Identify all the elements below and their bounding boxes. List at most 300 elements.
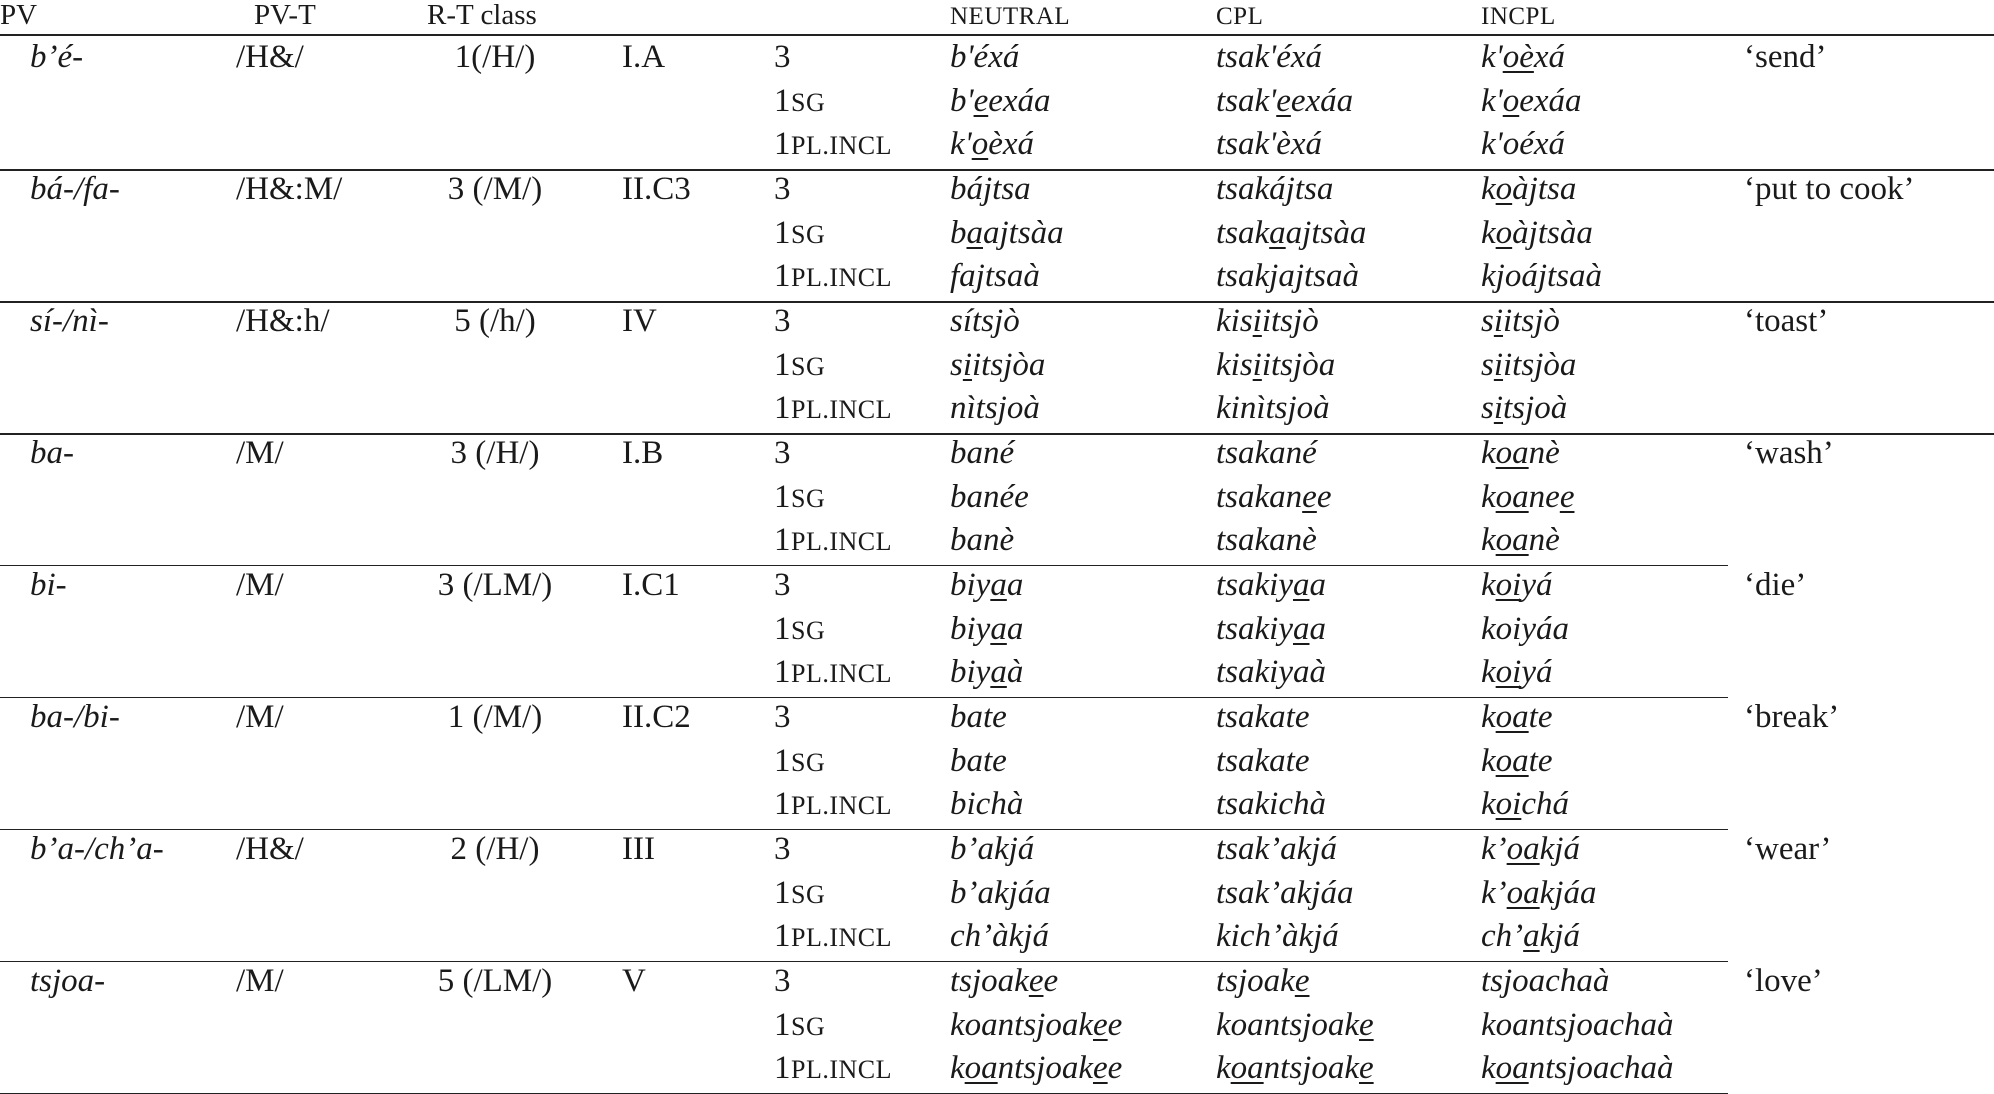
form-segment: tsak'éxá: [1216, 39, 1323, 75]
gloss-cell: ‘die’: [1744, 567, 1807, 603]
form-segment: sítsjò: [950, 303, 1020, 339]
form-segment: itsjòa: [1261, 346, 1336, 383]
form-segment: àjtsàa: [1512, 214, 1593, 251]
neutral-form: [950, 654, 1023, 690]
person-number: 1: [774, 214, 791, 251]
form-segment: a: [1006, 567, 1024, 603]
form-segment: itsjò: [1503, 303, 1560, 339]
form-segment: fajtsaà: [950, 258, 1040, 294]
neutral-form: [950, 522, 1014, 558]
cpl-form: [1216, 522, 1317, 558]
form-segment: chá: [1521, 786, 1569, 822]
incpl-form: [1481, 303, 1560, 339]
neutral-form: [950, 1050, 1122, 1086]
cpl-form: [1216, 39, 1322, 75]
underlined-segment: o: [1495, 171, 1513, 207]
person-number: 1: [774, 786, 791, 822]
cpl-form: [1216, 126, 1322, 162]
pv-t-cell: /H&/: [236, 39, 304, 75]
form-segment: te: [1528, 742, 1553, 779]
form-segment: k: [1481, 522, 1496, 558]
rt-class-cell: 3 (/M/): [447, 171, 543, 207]
underlined-segment: e: [1028, 963, 1044, 999]
underlined-segment: i: [962, 346, 973, 383]
person-label: 3: [774, 699, 791, 735]
neutral-form: [950, 347, 1045, 383]
form-segment: ch’àkjá: [950, 918, 1049, 954]
class-cell: II.C2: [622, 699, 691, 735]
form-segment: itsjòa: [1503, 346, 1577, 383]
form-segment: k: [1481, 171, 1496, 207]
pv-t-cell: /M/: [236, 699, 284, 735]
person-features: SG: [791, 87, 826, 117]
form-segment: k: [1481, 742, 1496, 779]
gloss-cell: ‘wear’: [1744, 831, 1832, 867]
form-segment: exáa: [1290, 82, 1354, 119]
underlined-segment: oè: [1502, 39, 1534, 75]
neutral-form: [950, 126, 1034, 162]
form-segment: e: [1107, 1050, 1123, 1086]
neutral-form: [950, 435, 1014, 471]
cpl-form: [1216, 390, 1330, 426]
form-segment: ajtsàa: [1285, 214, 1367, 251]
form-segment: bate: [950, 699, 1007, 735]
gloss-cell: ‘send’: [1744, 39, 1827, 75]
rt-class-cell: 5 (/h/): [454, 303, 536, 339]
underlined-segment: i: [1252, 346, 1262, 383]
person-features: PL.INCL: [791, 659, 892, 688]
neutral-form: [950, 171, 1031, 207]
form-segment: tsakiyaà: [1216, 654, 1326, 690]
pv-cell: bá-/fa-: [30, 171, 120, 207]
row-separator: [0, 565, 1728, 566]
cpl-form: [1216, 567, 1326, 603]
pv-t-cell: /M/: [236, 435, 284, 471]
person-features: PL.INCL: [791, 131, 892, 160]
person-label: [774, 390, 892, 428]
form-segment: k: [1481, 786, 1496, 822]
pv-t-cell: /H&/: [236, 831, 304, 867]
form-segment: ntsjoak: [1263, 1050, 1359, 1086]
form-segment: bichà: [950, 786, 1024, 822]
person-features: SG: [791, 615, 826, 645]
cpl-form: [1216, 83, 1353, 119]
person-label: [774, 786, 892, 824]
cpl-form: [1216, 258, 1359, 294]
neutral-form: [950, 611, 1023, 647]
form-segment: tsakiy: [1216, 567, 1293, 603]
person-label: [774, 126, 892, 164]
pv-t-cell: /M/: [236, 567, 284, 603]
pv-cell: b’é-: [30, 39, 84, 75]
form-segment: b'éxá: [950, 39, 1020, 75]
person-number: 1: [774, 874, 791, 911]
header-cpl: CPL: [1216, 3, 1264, 30]
incpl-form: [1481, 699, 1552, 735]
person-number: 1: [774, 742, 791, 779]
rt-class-cell: 5 (/LM/): [437, 963, 553, 999]
incpl-form: [1481, 215, 1593, 251]
gloss-cell: ‘wash’: [1744, 435, 1834, 471]
cpl-form: [1216, 347, 1335, 383]
neutral-form: [950, 918, 1049, 954]
incpl-form: [1481, 522, 1560, 558]
person-features: SG: [791, 1011, 826, 1041]
pv-cell: tsjoa-: [30, 963, 106, 999]
incpl-form: [1481, 654, 1552, 690]
form-segment: tsakanè: [1216, 522, 1317, 558]
person-label: [774, 654, 892, 692]
person-label: [774, 875, 825, 913]
form-segment: kis: [1216, 346, 1253, 383]
neutral-form: [950, 215, 1064, 251]
cpl-form: [1216, 654, 1326, 690]
underlined-segment: oa: [964, 1050, 998, 1086]
cpl-form: [1216, 611, 1326, 647]
pv-t-cell: /M/: [236, 963, 284, 999]
cpl-form: [1216, 215, 1366, 251]
form-segment: tsakan: [1216, 478, 1303, 515]
form-segment: tsakate: [1216, 699, 1310, 735]
neutral-form: [950, 258, 1040, 294]
form-segment: a: [1006, 610, 1024, 647]
person-number: 1: [774, 478, 791, 515]
pv-t-cell: /H&:M/: [236, 171, 343, 207]
person-number: 1: [774, 258, 791, 294]
form-segment: a: [1309, 610, 1326, 647]
underlined-segment: oa: [1495, 478, 1529, 515]
cpl-form: [1216, 831, 1337, 867]
underlined-segment: oa: [1506, 831, 1540, 867]
form-segment: a: [1309, 567, 1326, 603]
underlined-segment: e: [1302, 478, 1317, 515]
form-segment: tsakiy: [1216, 610, 1293, 647]
incpl-form: [1481, 963, 1609, 999]
underlined-segment: oa: [1230, 1050, 1264, 1086]
rt-class-cell: 2 (/H/): [450, 831, 540, 867]
cpl-form: [1216, 1050, 1374, 1086]
underlined-segment: oa: [1495, 522, 1529, 558]
form-segment: koiyáa: [1481, 610, 1569, 647]
neutral-form: [950, 567, 1023, 603]
form-segment: bané: [950, 435, 1015, 471]
underlined-segment: e: [1092, 1006, 1108, 1043]
row-separator: [0, 961, 1728, 962]
underlined-segment: a: [990, 567, 1007, 603]
neutral-form: [950, 875, 1051, 911]
underlined-segment: e: [1358, 1050, 1374, 1086]
form-segment: kich’àkjá: [1216, 918, 1339, 954]
form-segment: tsak'èxá: [1216, 126, 1323, 162]
incpl-form: [1481, 390, 1567, 426]
pv-cell: b’a-/ch’a-: [30, 831, 164, 867]
pv-cell: ba-/bi-: [30, 699, 120, 735]
form-segment: ajtsàa: [983, 214, 1064, 251]
form-segment: àjtsa: [1512, 171, 1577, 207]
person-number: 1: [774, 126, 791, 162]
person-label: 3: [774, 435, 791, 471]
underlined-segment: i: [1493, 390, 1504, 426]
form-segment: tsakichà: [1216, 786, 1326, 822]
row-separator: [0, 829, 1728, 830]
neutral-form: [950, 39, 1019, 75]
cpl-form: [1216, 786, 1326, 822]
neutral-form: [950, 743, 1007, 779]
underlined-segment: oa: [1495, 435, 1529, 471]
underlined-segment: a: [1269, 214, 1286, 251]
form-segment: s: [1481, 390, 1494, 426]
person-features: SG: [791, 351, 826, 381]
form-segment: k: [1481, 1050, 1496, 1086]
cpl-form: [1216, 699, 1309, 735]
person-number: 1: [774, 918, 791, 954]
person-features: PL.INCL: [791, 923, 892, 952]
person-number: 1: [774, 1050, 791, 1086]
form-segment: k': [950, 126, 972, 162]
cpl-form: [1216, 963, 1309, 999]
form-segment: biy: [950, 567, 991, 603]
form-segment: bate: [950, 742, 1007, 779]
form-segment: kjáa: [1539, 874, 1597, 911]
rt-class-cell: 1 (/M/): [447, 699, 543, 735]
form-segment: banée: [950, 478, 1029, 515]
gloss-cell: ‘love’: [1744, 963, 1823, 999]
form-segment: k: [1481, 214, 1496, 251]
person-label: [774, 1007, 825, 1045]
pv-cell: sí-/nì-: [30, 303, 109, 339]
incpl-form: [1481, 39, 1565, 75]
incpl-form: [1481, 126, 1565, 162]
person-features: SG: [791, 219, 826, 249]
underlined-segment: o: [971, 126, 989, 162]
class-cell: I.C1: [622, 567, 680, 603]
form-segment: e: [1043, 963, 1059, 999]
form-segment: tsjoak: [1216, 963, 1295, 999]
form-segment: koantsjoachaà: [1481, 1006, 1674, 1043]
form-segment: b': [950, 82, 974, 119]
person-number: 1: [774, 82, 791, 119]
underlined-segment: e: [973, 82, 989, 119]
form-segment: k: [1216, 1050, 1231, 1086]
person-label: 3: [774, 963, 791, 999]
form-segment: tsak: [1216, 214, 1270, 251]
form-segment: bájtsa: [950, 171, 1031, 207]
form-segment: nìtsjoà: [950, 390, 1040, 426]
row-separator: [0, 697, 1728, 698]
form-segment: k: [1481, 654, 1496, 690]
form-segment: tsjoak: [950, 963, 1029, 999]
incpl-form: [1481, 1050, 1673, 1086]
form-segment: tsakané: [1216, 435, 1317, 471]
underlined-segment: a: [966, 214, 983, 251]
form-segment: biy: [950, 654, 991, 690]
gloss-cell: ‘break’: [1744, 699, 1840, 735]
person-label: [774, 258, 892, 296]
neutral-form: [950, 1007, 1122, 1043]
form-segment: kjoájtsaà: [1481, 258, 1602, 294]
gloss-cell: ‘toast’: [1744, 303, 1829, 339]
incpl-form: [1481, 171, 1576, 207]
underlined-segment: o: [1495, 214, 1513, 251]
form-segment: à: [1006, 654, 1024, 690]
incpl-form: [1481, 435, 1560, 471]
form-segment: k: [1481, 567, 1496, 603]
cpl-form: [1216, 1007, 1374, 1043]
person-number: 1: [774, 654, 791, 690]
form-segment: k: [950, 1050, 965, 1086]
incpl-form: [1481, 831, 1580, 867]
cpl-form: [1216, 303, 1319, 339]
form-segment: kjá: [1539, 831, 1580, 867]
underlined-segment: a: [1523, 918, 1540, 954]
form-segment: itsjòa: [972, 346, 1046, 383]
form-segment: tsak’akjáa: [1216, 874, 1354, 911]
form-segment: biy: [950, 610, 991, 647]
person-features: PL.INCL: [791, 791, 892, 820]
class-cell: III: [622, 831, 655, 867]
underlined-segment: a: [990, 654, 1007, 690]
form-segment: b: [950, 214, 967, 251]
underlined-segment: i: [1493, 303, 1504, 339]
form-segment: ch’: [1481, 918, 1524, 954]
header-rule: [0, 34, 1994, 36]
underlined-segment: oa: [1495, 742, 1529, 779]
neutral-form: [950, 303, 1020, 339]
incpl-form: [1481, 1007, 1673, 1043]
person-label: [774, 522, 892, 560]
incpl-form: [1481, 258, 1602, 294]
cpl-form: [1216, 479, 1331, 515]
underlined-segment: oi: [1495, 654, 1522, 690]
form-segment: k': [1481, 39, 1503, 75]
person-label: 3: [774, 171, 791, 207]
person-number: 1: [774, 522, 791, 558]
form-segment: tsjoà: [1503, 390, 1568, 426]
person-features: PL.INCL: [791, 395, 892, 424]
pv-cell: ba-: [30, 435, 74, 471]
underlined-segment: oi: [1495, 567, 1522, 603]
form-segment: k: [1481, 478, 1496, 515]
cpl-form: [1216, 875, 1353, 911]
incpl-form: [1481, 567, 1552, 603]
underlined-segment: e: [1559, 478, 1575, 515]
person-features: SG: [791, 483, 826, 513]
header-incpl: INCPL: [1481, 3, 1556, 30]
person-number: 1: [774, 610, 791, 647]
incpl-form: [1481, 479, 1574, 515]
incpl-form: [1481, 875, 1596, 911]
form-segment: e: [1107, 1006, 1123, 1043]
underlined-segment: a: [1292, 567, 1310, 603]
incpl-form: [1481, 611, 1569, 647]
header-neutral: NEUTRAL: [950, 3, 1071, 30]
form-segment: kis: [1216, 303, 1253, 339]
class-cell: IV: [622, 303, 657, 339]
form-segment: kjá: [1539, 918, 1580, 954]
person-features: PL.INCL: [791, 527, 892, 556]
form-segment: nè: [1528, 435, 1560, 471]
person-number: 1: [774, 346, 791, 383]
person-label: [774, 479, 825, 517]
form-segment: s: [950, 346, 963, 383]
neutral-form: [950, 831, 1034, 867]
person-features: SG: [791, 747, 826, 777]
person-number: 1: [774, 390, 791, 426]
form-segment: k’: [1481, 831, 1507, 867]
header-rt-class: R-T class: [427, 0, 537, 31]
form-segment: banè: [950, 522, 1015, 558]
person-label: [774, 918, 892, 956]
underlined-segment: a: [990, 610, 1007, 647]
form-segment: xá: [1533, 39, 1566, 75]
person-label: 3: [774, 303, 791, 339]
pv-t-cell: /H&:h/: [236, 303, 330, 339]
cpl-form: [1216, 743, 1309, 779]
underlined-segment: a: [1292, 610, 1310, 647]
form-segment: tsakate: [1216, 742, 1310, 779]
form-segment: b’akjá: [950, 831, 1035, 867]
person-label: [774, 743, 825, 781]
incpl-form: [1481, 918, 1580, 954]
person-label: 3: [774, 831, 791, 867]
form-segment: tsakájtsa: [1216, 171, 1334, 207]
underlined-segment: e: [1358, 1006, 1374, 1043]
underlined-segment: oa: [1495, 1050, 1529, 1086]
person-features: SG: [791, 879, 826, 909]
underlined-segment: i: [1493, 346, 1504, 383]
person-features: PL.INCL: [791, 1055, 892, 1084]
incpl-form: [1481, 743, 1552, 779]
form-segment: s: [1481, 346, 1494, 383]
form-segment: k'oéxá: [1481, 126, 1565, 162]
cpl-form: [1216, 918, 1339, 954]
form-segment: itsjò: [1261, 303, 1319, 339]
form-segment: k': [1481, 82, 1503, 119]
underlined-segment: oa: [1506, 874, 1540, 911]
form-segment: exáa: [988, 82, 1051, 119]
form-segment: tsakjajtsaà: [1216, 258, 1360, 294]
neutral-form: [950, 963, 1058, 999]
form-segment: ne: [1528, 478, 1560, 515]
rt-class-cell: 3 (/LM/): [437, 567, 553, 603]
form-segment: k’: [1481, 874, 1507, 911]
person-label: [774, 347, 825, 385]
header-pv-t: PV-T: [254, 0, 316, 31]
form-segment: tsjoachaà: [1481, 963, 1610, 999]
person-label: [774, 215, 825, 253]
underlined-segment: i: [1252, 303, 1262, 339]
header-pv: PV: [0, 0, 38, 31]
form-segment: tsak': [1216, 82, 1277, 119]
cpl-form: [1216, 435, 1317, 471]
cpl-form: [1216, 171, 1333, 207]
neutral-form: [950, 390, 1040, 426]
form-segment: kinìtsjoà: [1216, 390, 1330, 426]
neutral-form: [950, 699, 1007, 735]
form-segment: yá: [1521, 654, 1553, 690]
form-segment: yá: [1521, 567, 1553, 603]
form-segment: k: [1481, 699, 1496, 735]
person-label: [774, 1050, 892, 1088]
person-number: 1: [774, 1006, 791, 1043]
person-features: PL.INCL: [791, 263, 892, 292]
person-label: [774, 83, 825, 121]
class-cell: I.B: [622, 435, 664, 471]
form-segment: exáa: [1519, 82, 1582, 119]
form-segment: ntsjoachaà: [1528, 1050, 1674, 1086]
class-cell: II.C3: [622, 171, 691, 207]
neutral-form: [950, 479, 1029, 515]
